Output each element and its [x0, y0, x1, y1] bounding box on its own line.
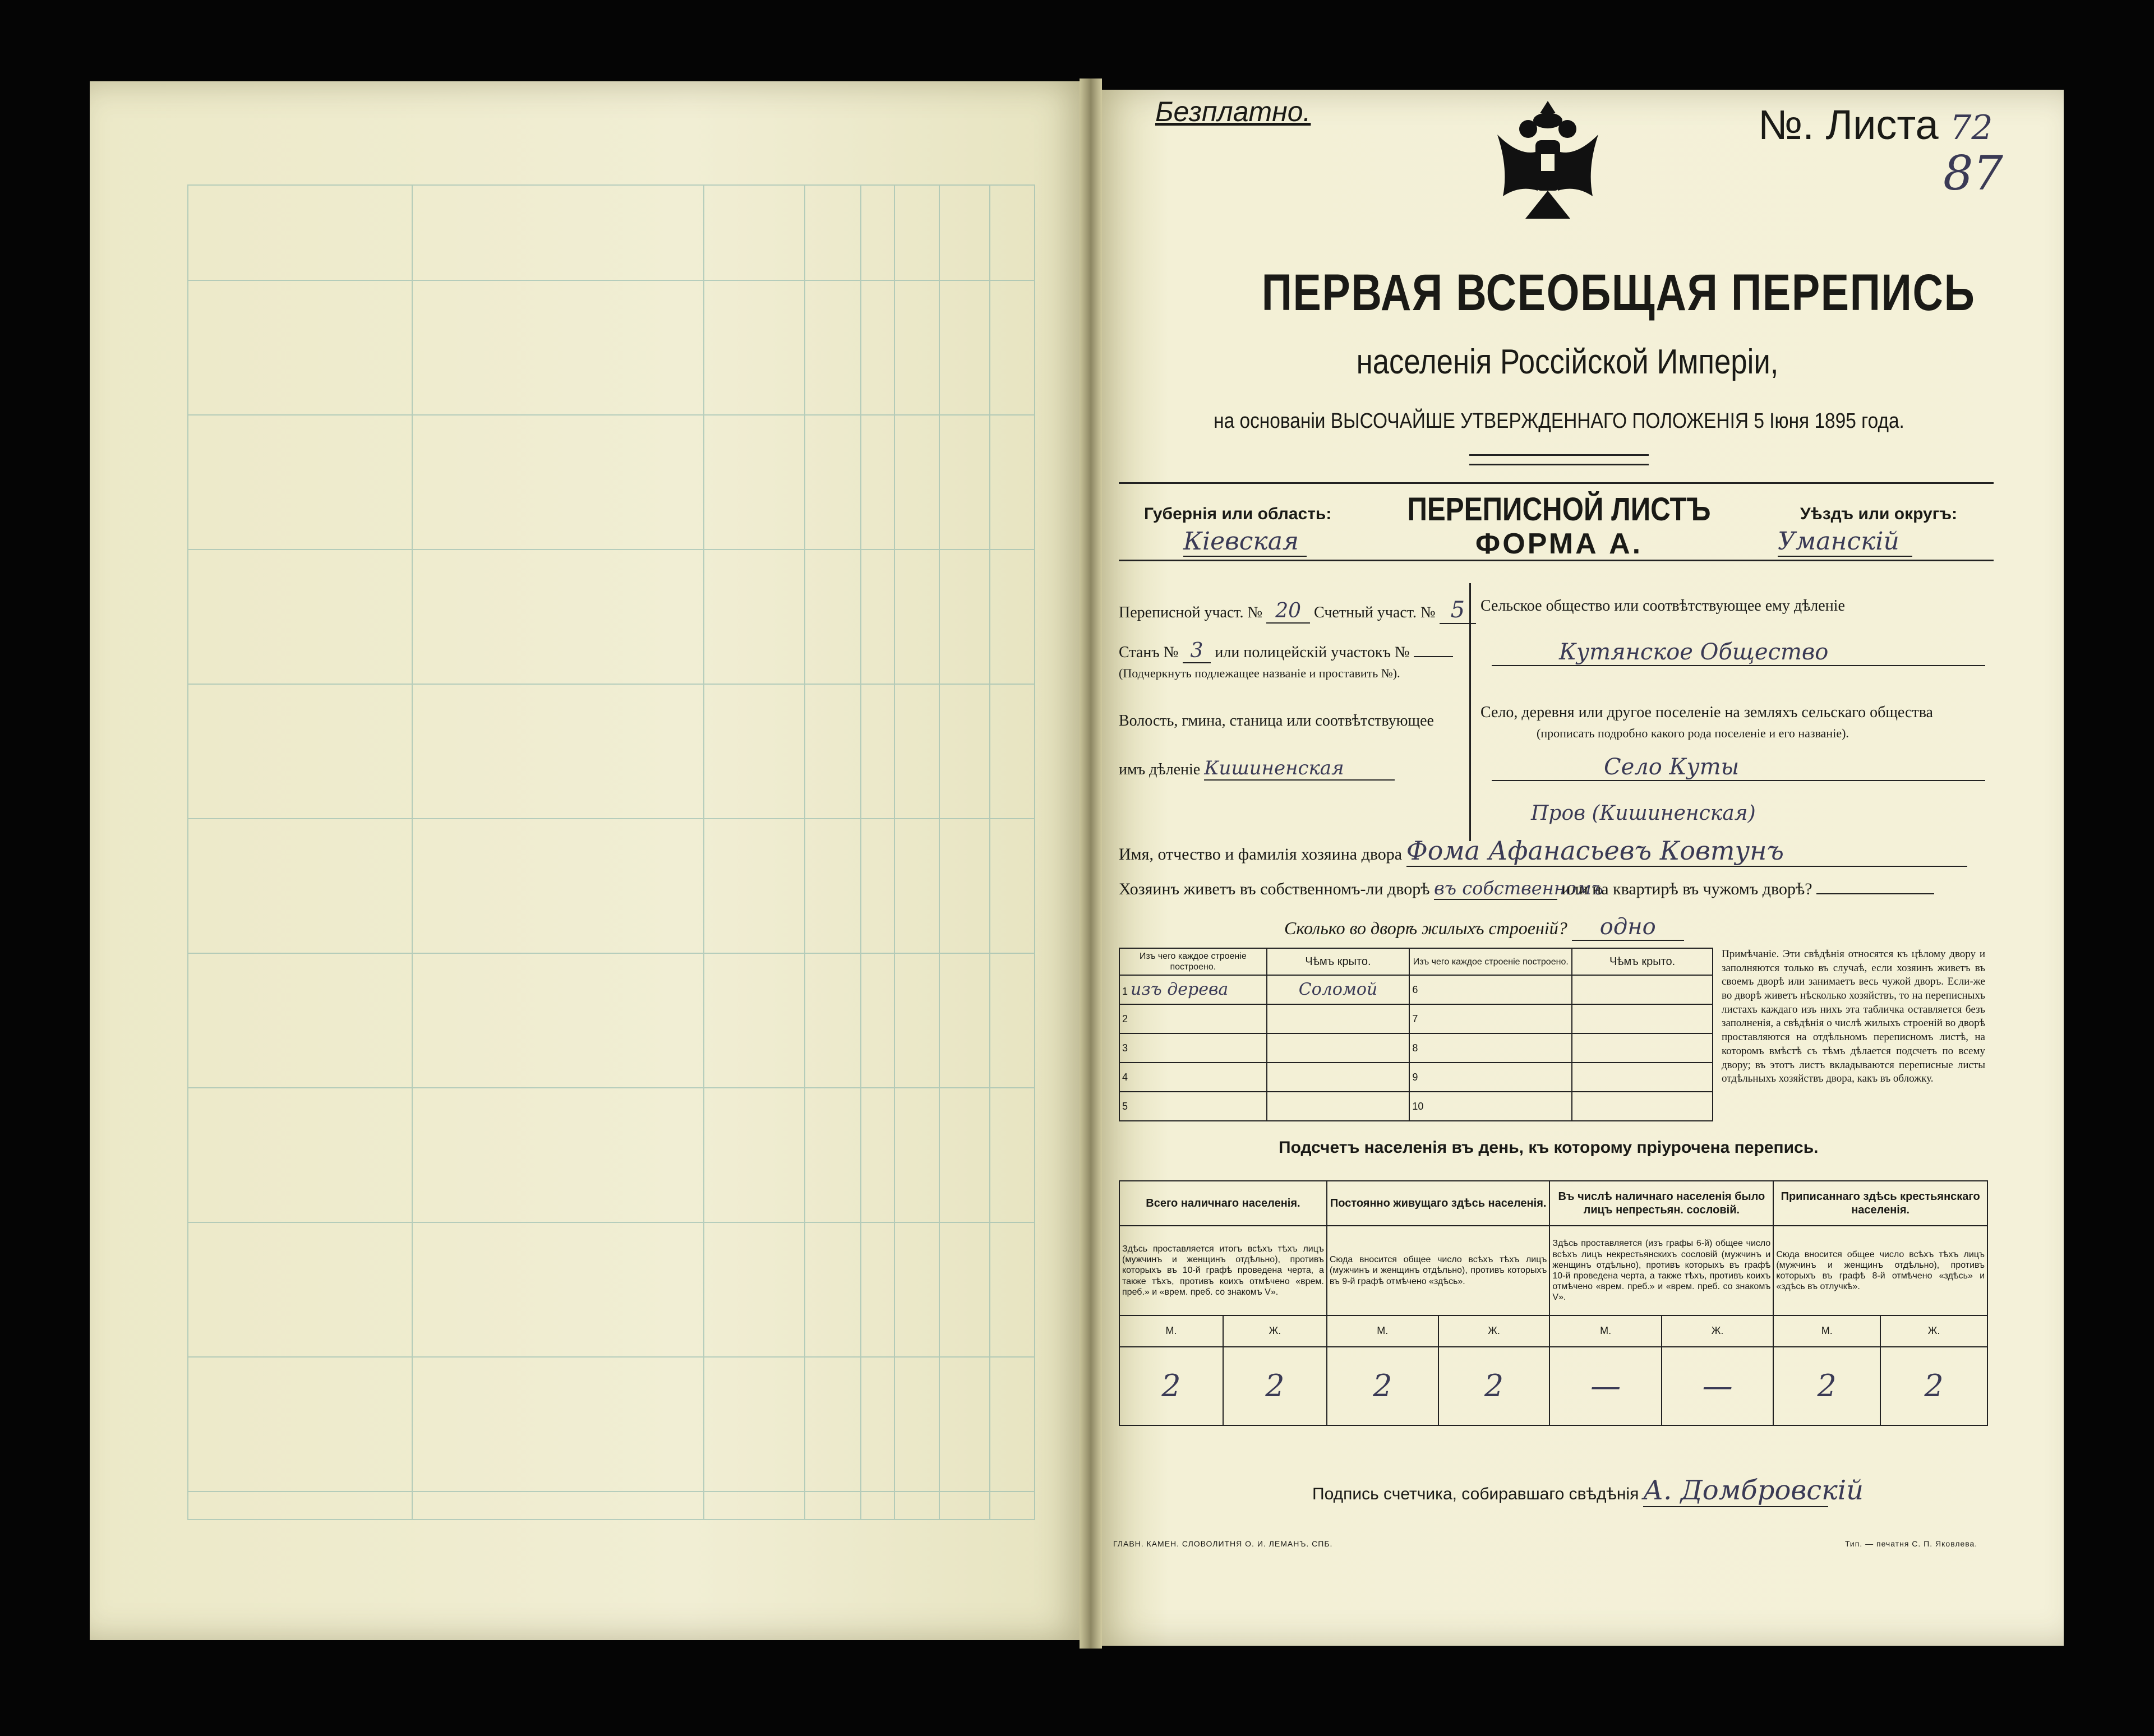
form-title: ПЕРЕПИСНОЙ ЛИСТЪ	[1407, 491, 1711, 528]
roof-value	[1572, 1092, 1713, 1121]
roof-value	[1572, 1033, 1713, 1063]
signature-value: А. Домбровскій	[1643, 1475, 1864, 1506]
row-number: 7	[1409, 1004, 1572, 1033]
underline-note: (Подчеркнуть подлежащее названіе и проставить №).	[1119, 666, 1400, 680]
imprint-right: Тип. — печатня С. П. Яковлева.	[1845, 1539, 1978, 1548]
count-description: Здѣсь проставляется (изъ графы 6-й) общее число всѣхъ лицъ некрестьянскихъ сословій (мужчинъ и женщинъ отдѣльно), противъ которыхъ въ графѣ 10-й проведена черта, а также тѣхъ, противъ коихъ отмѣчено «врем. преб.» и «врем. преб. со знакомъ V».	[1549, 1226, 1773, 1315]
volost-label: Волость, гмина, станица или соотвѣтствующее	[1119, 712, 1434, 730]
owner-value-above: Пров (Кишиненская)	[1531, 802, 1756, 825]
gubernia-label: Губернія или область:	[1144, 505, 1332, 523]
sex-label: М.	[1549, 1315, 1661, 1347]
count-value: 2	[1327, 1347, 1438, 1425]
village-value: Село Куты	[1492, 754, 1985, 781]
uezd-value: Уманскій	[1778, 527, 1912, 557]
stan-label: Станъ №	[1119, 644, 1179, 661]
village-note: (прописать подробно какого рода поселеніе и его названіе).	[1537, 726, 1849, 740]
count-header: Приписаннаго здѣсь крестьянскаго населенія.	[1773, 1181, 1987, 1226]
stamp-label: Безплатно.	[1155, 96, 1311, 127]
owner-row	[1119, 835, 1967, 867]
count-title: Подсчетъ населенія въ день, къ которому пріурочена перепись.	[1279, 1138, 1819, 1157]
count-value: 2	[1438, 1347, 1550, 1425]
signature-label: Подпись счетчика, собиравшаго свѣдѣнія	[1312, 1485, 1639, 1503]
row-number: 9	[1409, 1063, 1572, 1092]
material-value: изъ дерева	[1131, 980, 1229, 1000]
col-roof-right: Чѣмъ крыто.	[1572, 948, 1713, 975]
society-value: Кутянское Общество	[1492, 639, 1985, 666]
sheet-number-hand: 72	[1950, 108, 1993, 147]
society-label: Сельское общество или соотвѣтствующее ему дѣленіе	[1480, 597, 1845, 615]
count-area-label: Счетный участ. №	[1314, 604, 1436, 621]
roof-value: Соломой	[1267, 975, 1410, 1004]
uezd-label: Уѣздъ или округъ:	[1800, 505, 1958, 523]
row-number: 3	[1119, 1033, 1267, 1063]
count-description: Сюда вносится общее число всѣхъ тѣхъ лицъ (мужчинъ и женщинъ отдѣльно), противъ которыхъ въ 9-й графѣ отмѣчено «здѣсь».	[1327, 1226, 1550, 1315]
roof-value	[1572, 1063, 1713, 1092]
col-material-right: Изъ чего каждое строеніе построено.	[1409, 948, 1572, 975]
sex-label: М.	[1119, 1315, 1223, 1347]
stan-value: 3	[1183, 639, 1211, 663]
count-value: 2	[1119, 1347, 1223, 1425]
volost-row	[1119, 757, 1395, 781]
row-number: 2	[1119, 1004, 1267, 1033]
count-header: Всего наличнаго населенія.	[1119, 1181, 1327, 1226]
census-area-row	[1119, 597, 1476, 623]
count-value: —	[1662, 1347, 1773, 1425]
sex-label: Ж.	[1438, 1315, 1550, 1347]
owner-lives-label-2: или на квартирѣ въ чужомъ дворѣ?	[1561, 880, 1812, 898]
form-subtitle: ФОРМА А.	[1475, 528, 1643, 560]
count-header: Постоянно живущаго здѣсь населенія.	[1327, 1181, 1550, 1226]
buildings-value: одно	[1572, 914, 1684, 941]
count-value: 2	[1880, 1347, 1987, 1425]
buildings-label: Сколько во дворѣ жилыхъ строеній?	[1284, 918, 1567, 938]
roof-value	[1267, 1092, 1410, 1121]
village-label: Село, деревня или другое поселеніе на земляхъ сельскаго общества	[1480, 704, 1933, 721]
legal-basis: на основаніи ВЫСОЧАЙШЕ УТВЕРЖДЕННАГО ПОЛОЖЕНІЯ 5 Іюня 1895 года.	[1214, 409, 1904, 433]
decorative-divider	[1469, 454, 1649, 465]
row-number: 6	[1409, 975, 1572, 1004]
count-area-value: 5	[1440, 597, 1476, 624]
signature-row	[1312, 1475, 1864, 1507]
owner-label: Имя, отчество и фамилія хозяина двора	[1119, 845, 1403, 864]
count-description: Сюда вносится общее число всѣхъ тѣхъ лицъ (мужчинъ и женщинъ отдѣльно), противъ которыхъ въ графѣ 8-й отмѣчено «здѣсь» и «здѣсь въ отлучкѣ».	[1773, 1226, 1987, 1315]
buildings-table	[1119, 948, 1713, 1121]
note-text: Примѣчаніе. Эти свѣдѣнія относятся къ цѣлому двору и заполняются только въ случаѣ, если хозяинъ живетъ въ своемъ дворѣ или занимаетъ весь чужой дворъ. Если-же во дворѣ живетъ нѣсколько хозяйствъ, то на переписныхъ листахъ каждаго изъ нихъ эта табличка оставляется безъ заполненія, а свѣдѣнія о числѣ жилыхъ строеній во дворѣ проставляются на отдѣльномъ переписномъ листѣ, на которомъ вмѣстѣ съ тѣмъ дѣлается подсчетъ по всему двору; въ этотъ листъ вкладываются переписные листы отдѣльныхъ хозяйствъ двора, какъ въ обложку.	[1722, 948, 1985, 1085]
imprint-left: ГЛАВН. КАМЕН. СЛОВОЛИТНЯ О. И. ЛЕМАНЪ. СПБ.	[1113, 1539, 1333, 1548]
count-value: 2	[1223, 1347, 1327, 1425]
row-number: 4	[1119, 1063, 1267, 1092]
count-header: Въ числѣ наличнаго населенія было лицъ непрестьян. сословій.	[1549, 1181, 1773, 1226]
count-value: 2	[1773, 1347, 1880, 1425]
count-description: Здѣсь проставляется итогъ всѣхъ тѣхъ лицъ (мужчинъ и женщинъ отдѣльно), противъ которыхъ въ 10-й графѣ проведена черта, а также тѣхъ, противъ коихъ отмѣчено «врем. преб.» и «врем. преб. со знакомъ V».	[1119, 1226, 1327, 1315]
census-area-value: 20	[1266, 599, 1310, 624]
sex-label: Ж.	[1662, 1315, 1773, 1347]
sheet-number-label	[1758, 101, 1993, 149]
count-table	[1119, 1180, 1988, 1426]
roof-value	[1267, 1004, 1410, 1033]
book-gutter	[1080, 79, 1102, 1649]
sex-label: М.	[1327, 1315, 1438, 1347]
col-material-left: Изъ чего каждое строеніе построено.	[1119, 948, 1267, 975]
volost-value: Кишиненская	[1204, 757, 1395, 781]
double-headed-eagle-icon	[1486, 95, 1609, 230]
roof-value	[1572, 975, 1713, 1004]
left-page-grid	[98, 101, 1063, 1553]
row-number: 5	[1119, 1092, 1267, 1121]
owner-lives-label: Хозяинъ живетъ въ собственномъ-ли дворѣ	[1119, 880, 1430, 898]
row-number: 10	[1409, 1092, 1572, 1121]
sex-label: М.	[1773, 1315, 1880, 1347]
document-subtitle: населенія Россійской Имперіи,	[1356, 343, 1779, 381]
roof-value	[1267, 1063, 1410, 1092]
roof-value	[1267, 1033, 1410, 1063]
row-number: 8	[1409, 1033, 1572, 1063]
count-value: —	[1549, 1347, 1661, 1425]
sex-label: Ж.	[1223, 1315, 1327, 1347]
sheet-label: №. Листа	[1758, 101, 1939, 148]
sex-label: Ж.	[1880, 1315, 1987, 1347]
row-number: 1	[1122, 986, 1128, 998]
owner-lives-row	[1119, 878, 1934, 900]
col-roof-left: Чѣмъ крыто.	[1267, 948, 1410, 975]
owner-value: Фома Афанасьевъ Ковтунъ	[1406, 835, 1967, 867]
stan-row	[1119, 639, 1453, 662]
gubernia-value: Кіевская	[1183, 527, 1307, 557]
buildings-row	[1284, 914, 1684, 941]
page-number-hand: 87	[1943, 146, 2003, 201]
census-area-label: Переписной участ. №	[1119, 604, 1263, 621]
roof-value	[1572, 1004, 1713, 1033]
volost-label-2: имъ дѣленіе	[1119, 761, 1201, 778]
police-area-label: или полицейскій участокъ №	[1215, 644, 1410, 661]
owner-lives-value: въ собственномъ	[1434, 878, 1604, 899]
document-title: ПЕРВАЯ ВСЕОБЩАЯ ПЕРЕПИСЬ	[1261, 264, 1976, 321]
